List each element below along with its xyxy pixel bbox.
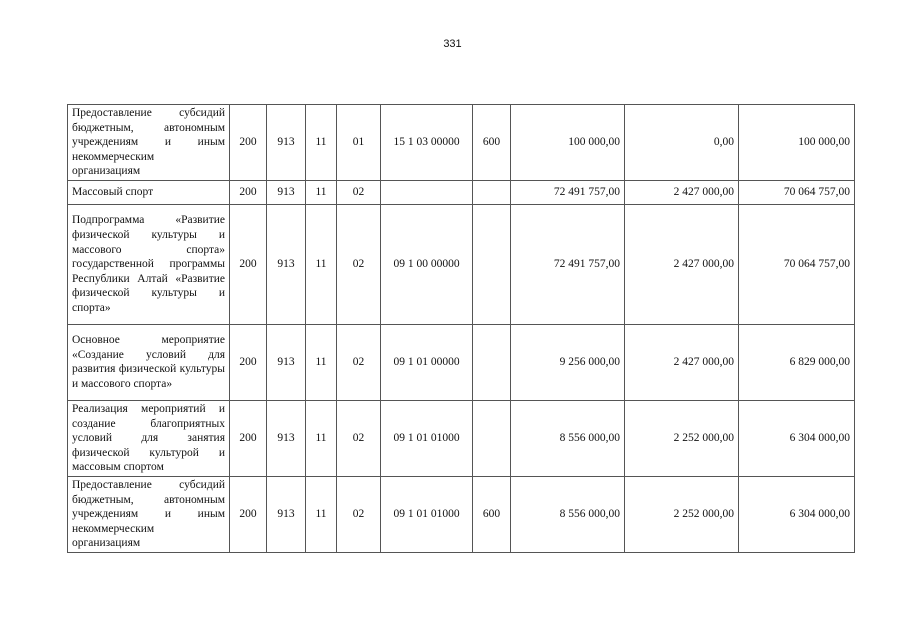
row-subsection: 02	[337, 324, 381, 400]
table-row	[68, 204, 855, 324]
row-total: 70 064 757,00	[739, 204, 855, 324]
row-target: 09 1 01 00000	[381, 324, 473, 400]
row-vid	[473, 324, 511, 400]
row-name: Массовый спорт	[68, 180, 230, 204]
row-total: 70 064 757,00	[739, 180, 855, 204]
row-subsection: 02	[337, 204, 381, 324]
row-target: 09 1 01 01000	[381, 400, 473, 476]
row-code: 200	[230, 476, 267, 552]
row-name: Предоставление субсидий бюджетным, автономным учреждениям и иным некоммерческим организациям	[68, 105, 230, 181]
row-section: 11	[306, 324, 337, 400]
page-number: 331	[443, 38, 462, 50]
row-target: 09 1 01 01000	[381, 476, 473, 552]
row-section: 11	[306, 476, 337, 552]
row-code: 200	[230, 400, 267, 476]
row-amount: 9 256 000,00	[511, 324, 625, 400]
row-vid: 600	[473, 105, 511, 181]
row-name: Реализация мероприятий и создание благоприятных условий для занятия физической культурой и массовым спортом	[68, 400, 230, 476]
row-change: 2 427 000,00	[625, 180, 739, 204]
row-total: 6 304 000,00	[739, 476, 855, 552]
row-subsection: 02	[337, 400, 381, 476]
row-section: 11	[306, 105, 337, 181]
table-row	[68, 180, 855, 204]
row-target: 09 1 00 00000	[381, 204, 473, 324]
row-total: 6 304 000,00	[739, 400, 855, 476]
row-amount: 72 491 757,00	[511, 204, 625, 324]
row-name: Основное мероприятие «Создание условий для развития физической культуры и массового спорта»	[68, 324, 230, 400]
row-code: 200	[230, 105, 267, 181]
row-amount: 8 556 000,00	[511, 400, 625, 476]
row-change: 2 252 000,00	[625, 400, 739, 476]
row-subsection: 02	[337, 476, 381, 552]
row-name: Предоставление субсидий бюджетным, автономным учреждениям и иным некоммерческим организациям	[68, 476, 230, 552]
row-target: 15 1 03 00000	[381, 105, 473, 181]
row-subsection: 02	[337, 180, 381, 204]
row-grbs: 913	[267, 204, 306, 324]
table-row	[68, 324, 855, 400]
row-target	[381, 180, 473, 204]
row-amount: 72 491 757,00	[511, 180, 625, 204]
row-grbs: 913	[267, 476, 306, 552]
row-grbs: 913	[267, 400, 306, 476]
row-code: 200	[230, 180, 267, 204]
row-section: 11	[306, 400, 337, 476]
table-row	[68, 400, 855, 476]
row-grbs: 913	[267, 324, 306, 400]
row-section: 11	[306, 204, 337, 324]
row-grbs: 913	[267, 180, 306, 204]
row-code: 200	[230, 324, 267, 400]
row-amount: 8 556 000,00	[511, 476, 625, 552]
row-change: 0,00	[625, 105, 739, 181]
row-vid	[473, 180, 511, 204]
table-row	[68, 105, 855, 181]
row-vid	[473, 204, 511, 324]
row-change: 2 427 000,00	[625, 324, 739, 400]
row-vid	[473, 400, 511, 476]
row-change: 2 427 000,00	[625, 204, 739, 324]
row-name: Подпрограмма «Развитие физической культуры и массового спорта» государственной программы Республики Алтай «Развитие физической культуры и спорта»	[68, 204, 230, 324]
budget-table	[67, 104, 855, 553]
table-row	[68, 476, 855, 552]
row-total: 6 829 000,00	[739, 324, 855, 400]
row-amount: 100 000,00	[511, 105, 625, 181]
row-vid: 600	[473, 476, 511, 552]
row-change: 2 252 000,00	[625, 476, 739, 552]
row-code: 200	[230, 204, 267, 324]
row-grbs: 913	[267, 105, 306, 181]
row-section: 11	[306, 180, 337, 204]
row-total: 100 000,00	[739, 105, 855, 181]
row-subsection: 01	[337, 105, 381, 181]
